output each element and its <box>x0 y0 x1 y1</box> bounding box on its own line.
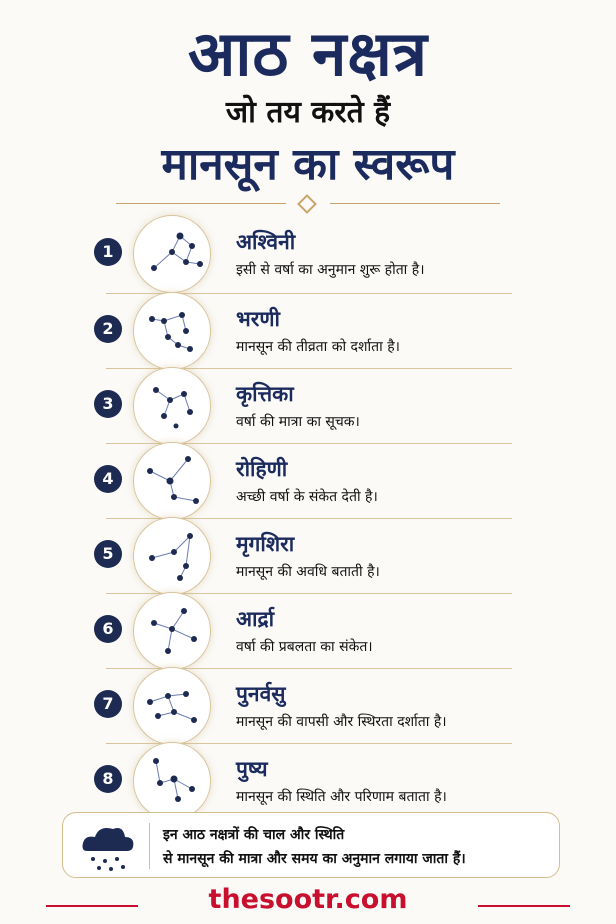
item-name: अश्विनी <box>236 230 296 254</box>
list-item <box>0 743 616 817</box>
page-title: आठ नक्षत्र <box>187 17 429 90</box>
item-name: पुनर्वसु <box>236 682 286 706</box>
constellation-icon <box>133 367 211 445</box>
footer-text-line2: से मानसून की मात्रा और समय का अनुमान लगाया जाता हैं। <box>163 851 466 867</box>
constellation-icon <box>133 742 211 820</box>
item-description: मानसून की वापसी और स्थिरता दर्शाता है। <box>236 714 447 730</box>
item-name: भरणी <box>236 307 280 331</box>
footer-text-line1: इन आठ नक्षत्रों की चाल और स्थिति <box>163 827 345 843</box>
item-number: 5 <box>94 540 122 568</box>
brand-logo[interactable]: thesootr.com <box>208 884 408 915</box>
list-item <box>0 368 616 442</box>
constellation-icon <box>133 442 211 520</box>
list-item <box>0 443 616 517</box>
item-number: 8 <box>94 765 122 793</box>
diamond-icon <box>297 194 317 214</box>
item-description: मानसून की अवधि बताती है। <box>236 564 380 580</box>
item-number: 4 <box>94 465 122 493</box>
rain-cloud-icon <box>77 821 137 877</box>
item-number: 3 <box>94 390 122 418</box>
item-description: अच्छी वर्षा के संकेत देती है। <box>236 489 378 505</box>
item-name: आर्द्रा <box>236 607 275 631</box>
constellation-icon <box>133 592 211 670</box>
item-description: इसी से वर्षा का अनुमान शुरू होता है। <box>236 262 425 278</box>
item-number: 1 <box>94 238 122 266</box>
constellation-icon <box>133 667 211 745</box>
item-description: मानसून की स्थिति और परिणाम बताता है। <box>236 789 447 805</box>
page-title-secondary: मानसून का स्वरूप <box>161 139 455 190</box>
item-description: मानसून की तीव्रता को दर्शाता है। <box>236 339 400 355</box>
list-item <box>0 518 616 592</box>
item-number: 2 <box>94 315 122 343</box>
footer-divider <box>149 823 150 869</box>
footer-note <box>62 812 560 878</box>
item-number: 7 <box>94 690 122 718</box>
list-item <box>0 593 616 667</box>
brand-line-right <box>478 905 570 907</box>
item-description: वर्षा की प्रबलता का संकेत। <box>236 639 373 655</box>
item-name: पुष्य <box>236 757 268 781</box>
list-item <box>0 293 616 367</box>
ornamental-divider <box>116 200 500 208</box>
page-subtitle: जो तय करते हैं <box>225 95 391 130</box>
constellation-icon <box>133 215 211 293</box>
list-item <box>0 216 616 290</box>
item-number: 6 <box>94 615 122 643</box>
constellation-icon <box>133 292 211 370</box>
constellation-icon <box>133 517 211 595</box>
list-item <box>0 668 616 742</box>
item-name: रोहिणी <box>236 457 288 481</box>
item-name: मृगशिरा <box>236 532 295 556</box>
item-name: कृत्तिका <box>236 382 294 406</box>
item-description: वर्षा की मात्रा का सूचक। <box>236 414 360 430</box>
